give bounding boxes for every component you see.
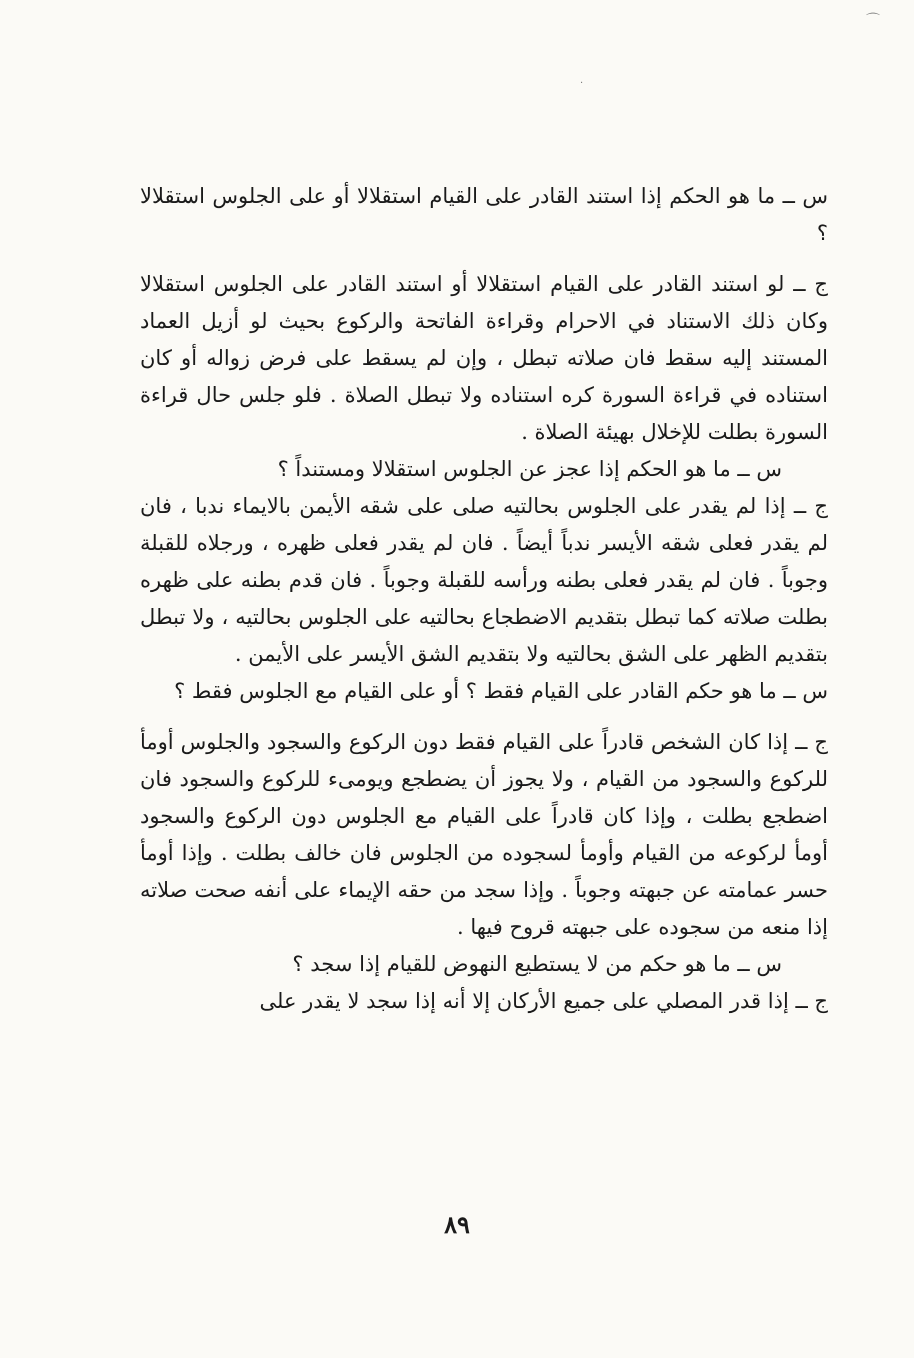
question-2: س ــ ما هو الحكم إذا عجز عن الجلوس استقلالا ومستنداً ؟	[277, 457, 782, 481]
scan-speck: ·	[580, 78, 584, 89]
answer-1: ج ــ لو استند القادر على القيام استقلالا أو استند القادر على الجلوس استقلالا وكان ذلك الاستناد في الاحرام وقراءة الفاتحة والركوع بحيث لو أزيل العماد المستند إليه سقط فان صلاته تبطل ، وإن لم يسقط على فرض زواله أو كان استناده في قراءة السورة كره استناده ولا تبطل الصلاة . فلو جلس حال قراءة السورة بطلت للإخلال بهيئة الصلاة .	[140, 272, 828, 444]
scan-mark: ⌒	[866, 13, 880, 29]
page-number: ٨٩	[444, 1210, 470, 1239]
answer-3: ج ــ إذا كان الشخص قادراً على القيام فقط دون الركوع والسجود والجلوس أومأ للركوع والسجود من القيام ، ولا يجوز أن يضطجع ويومىء للركوع والسجود فان اضطجع بطلت ، وإذا كان قادراً على القيام مع الجلوس دون الركوع والسجود أومأ لركوعه من القيام وأومأ لسجوده من الجلوس فان خالف بطلت . وإذا أومأ حسر عمامته عن جبهته وجوباً . وإذا سجد من حقه الإيماء على أنفه صحت صلاته إذا منعه من سجوده على جبهته قروح فيها .	[140, 730, 828, 939]
question-3: س ــ ما هو حكم القادر على القيام فقط ؟ أو على القيام مع الجلوس فقط ؟	[174, 679, 828, 703]
page-body	[140, 178, 828, 1020]
answer-2: ج ــ إذا لم يقدر على الجلوس بحالتيه صلى على شقه الأيمن بالايماء ندبا ، فان لم يقدر فعلى شقه الأيسر ندباً أيضاً . فان لم يقدر فعلى ظهره ، ورجلاه للقبلة وجوباً . فان لم يقدر فعلى بطنه ورأسه للقبلة وجوباً . فان قدم بطنه على ظهره بطلت صلاته كما تبطل بتقديم الاضطجاع بحالتيه على الجلوس بحالتيه ، ولا تبطل بتقديم الظهر على الشق بحالتيه ولا بتقديم الشق الأيسر على الأيمن .	[140, 494, 828, 666]
question-4: س ــ ما هو حكم من لا يستطيع النهوض للقيام إذا سجد ؟	[292, 952, 782, 976]
question-1: س ــ ما هو الحكم إذا استند القادر على القيام استقلالا أو على الجلوس استقلالا ؟	[140, 184, 828, 245]
answer-4: ج ــ إذا قدر المصلي على جميع الأركان إلا أنه إذا سجد لا يقدر على	[259, 989, 828, 1013]
